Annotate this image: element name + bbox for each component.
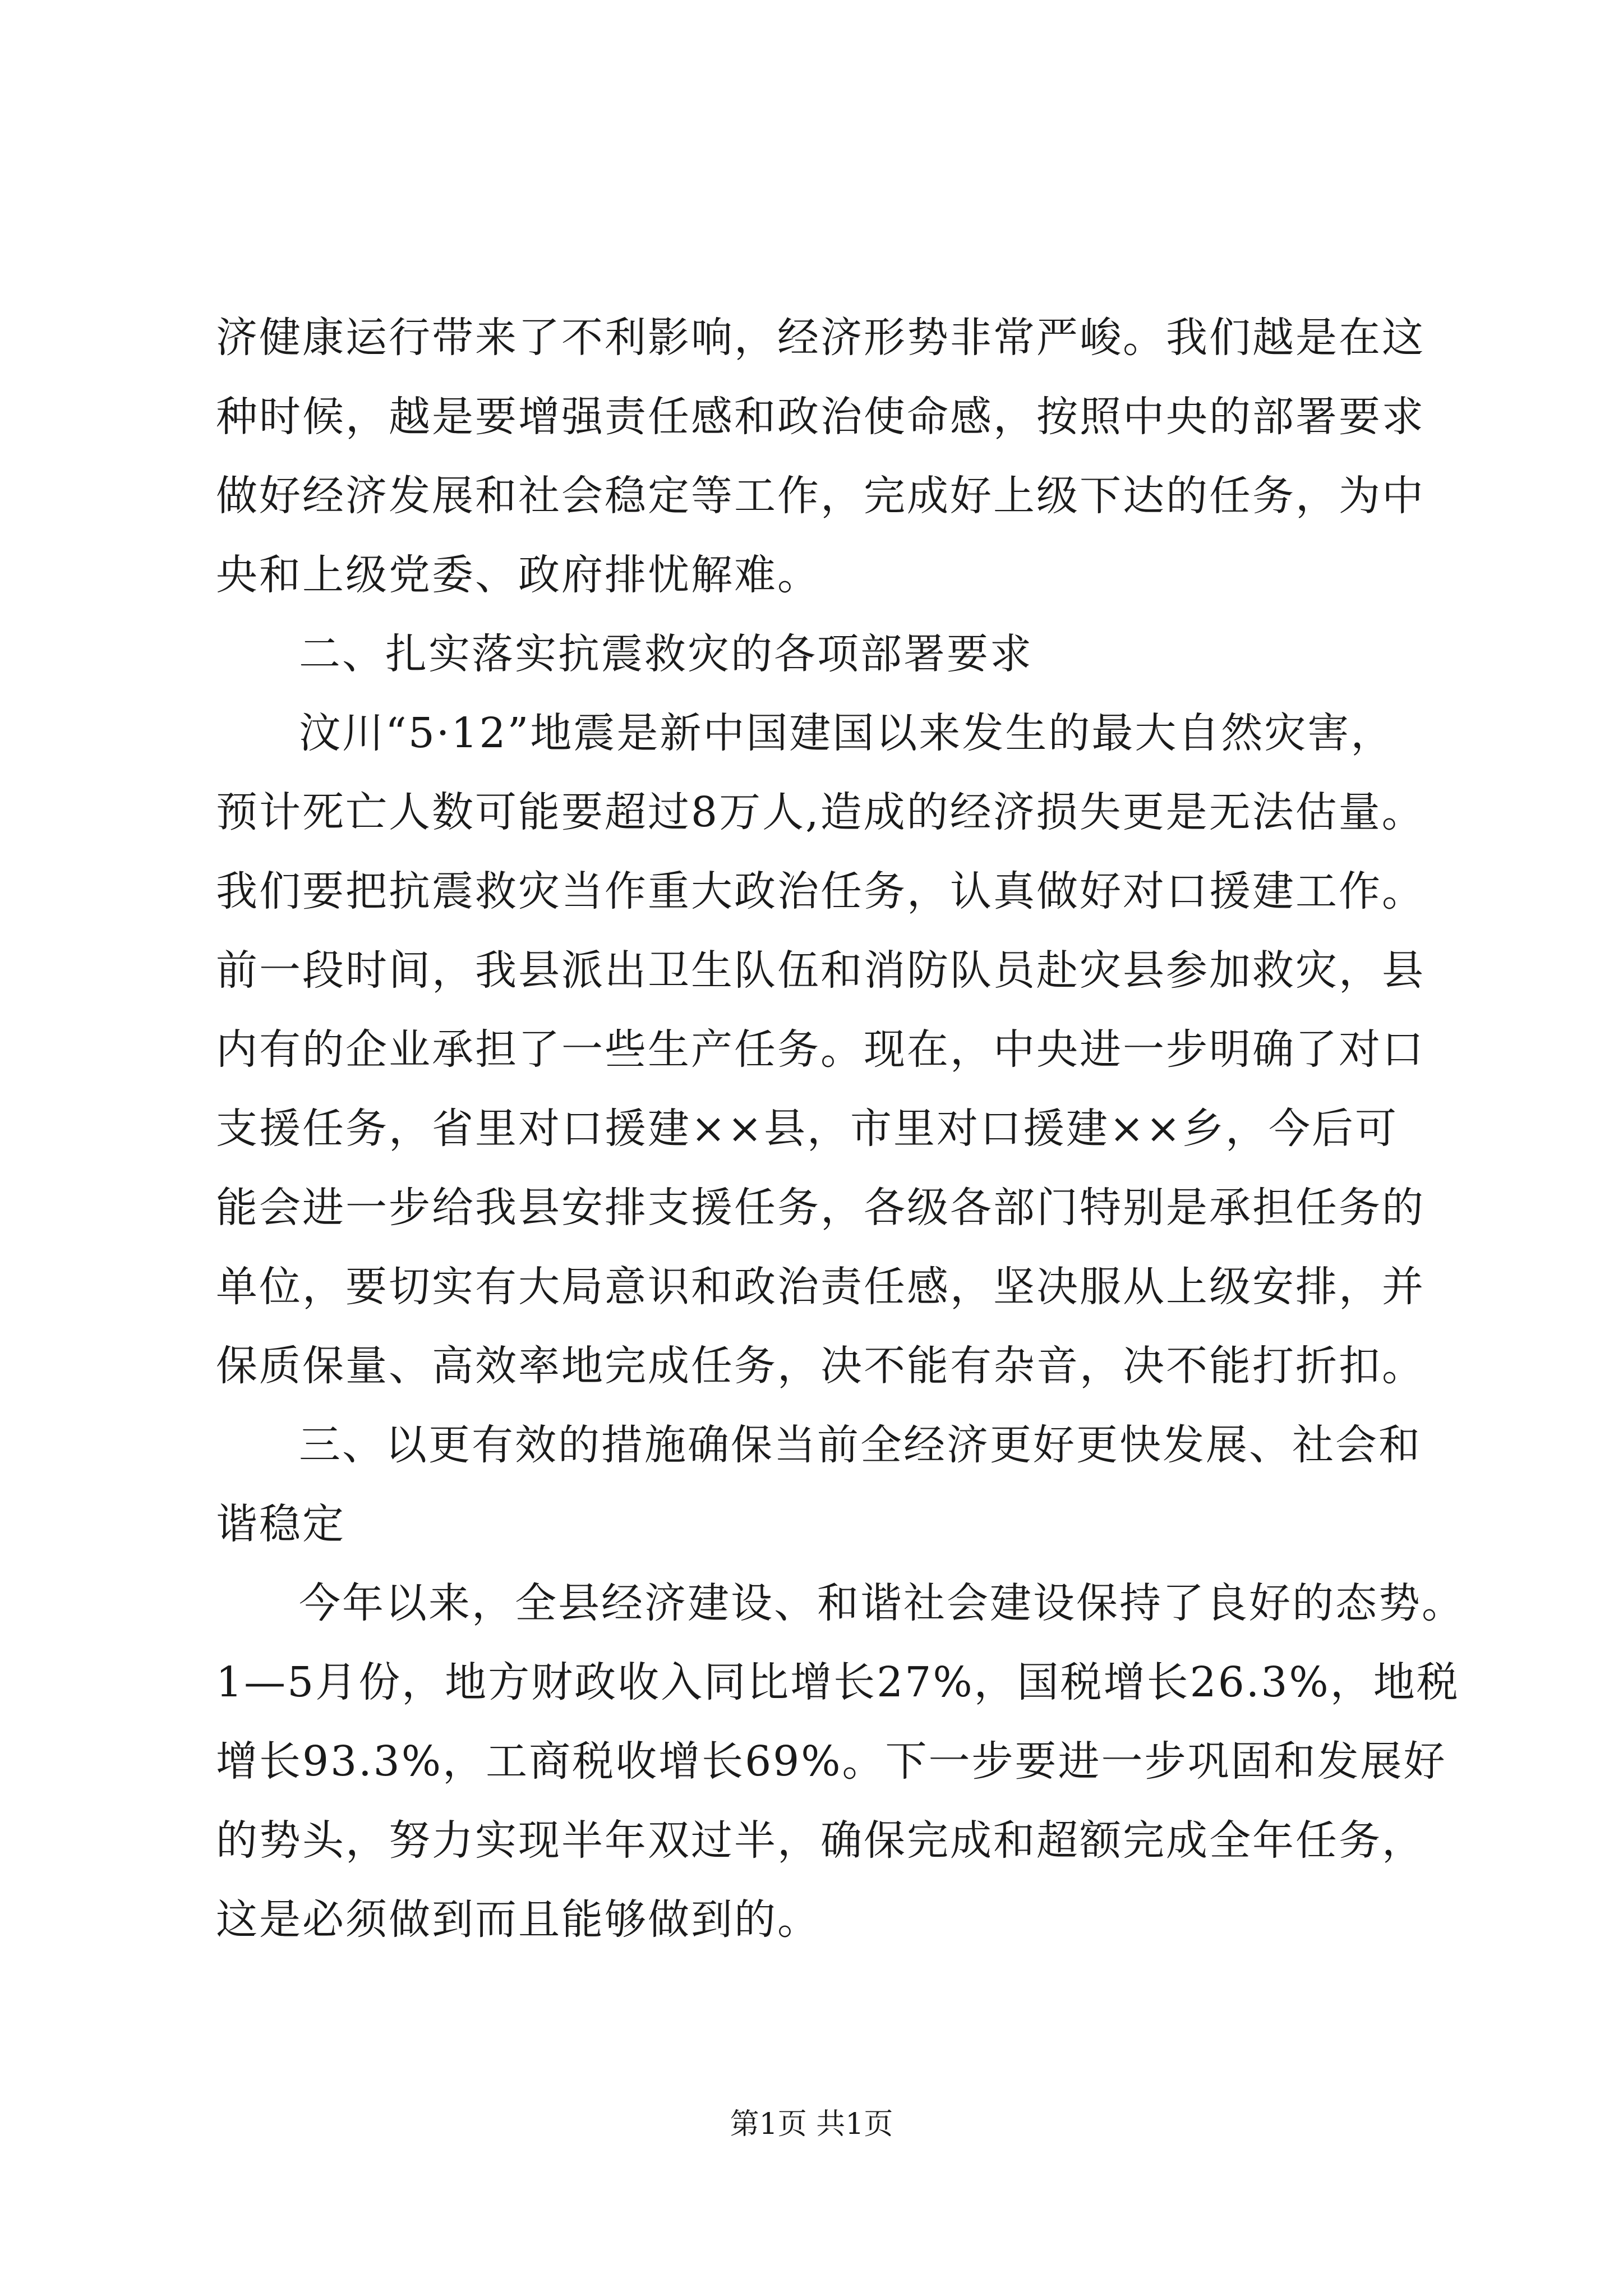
paragraph-line: 央和上级党委、政府排忧解难。 bbox=[216, 551, 820, 599]
section-heading: 三、以更有效的措施确保当前全经济更好更快发展、社会和 bbox=[299, 1421, 1422, 1469]
paragraph-line: 增长93.3%，工商税收增长69%。下一步要进一步巩固和发展好 bbox=[216, 1737, 1447, 1786]
paragraph-line: 单位，要切实有大局意识和政治责任感，坚决服从上级安排，并 bbox=[216, 1263, 1425, 1311]
paragraph-line: 预计死亡人数可能要超过8万人,造成的经济损失更是无法估量。 bbox=[216, 788, 1425, 836]
page-number-footer: 第1页 共1页 bbox=[730, 2108, 893, 2141]
section-heading: 二、扎实落实抗震救灾的各项部署要求 bbox=[299, 630, 1033, 678]
paragraph-line: 前一段时间，我县派出卫生队伍和消防队员赴灾县参加救灾，县 bbox=[216, 946, 1425, 995]
paragraph-line: 能会进一步给我县安排支援任务，各级各部门特别是承担任务的 bbox=[216, 1184, 1425, 1232]
paragraph-line: 济健康运行带来了不利影响，经济形势非常严峻。我们越是在这 bbox=[216, 314, 1425, 362]
paragraph-line: 的势头，努力实现半年双过半，确保完成和超额完成全年任务， bbox=[216, 1816, 1425, 1865]
paragraph-line: 保质保量、高效率地完成任务，决不能有杂音，决不能打折扣。 bbox=[216, 1342, 1425, 1390]
paragraph-line: 种时候，越是要增强责任感和政治使命感，按照中央的部署要求 bbox=[216, 393, 1425, 441]
paragraph-line: 汶川“5·12”地震是新中国建国以来发生的最大自然灾害， bbox=[299, 709, 1394, 757]
paragraph-line: 我们要把抗震救灾当作重大政治任务，认真做好对口援建工作。 bbox=[216, 867, 1425, 915]
section-heading-continued: 谐稳定 bbox=[216, 1500, 345, 1548]
paragraph-line: 今年以来，全县经济建设、和谐社会建设保持了良好的态势。 bbox=[299, 1579, 1465, 1627]
paragraph-line: 这是必须做到而且能够做到的。 bbox=[216, 1895, 820, 1944]
paragraph-line: 支援任务，省里对口援建××县，市里对口援建××乡，今后可 bbox=[216, 1105, 1399, 1153]
paragraph-line: 内有的企业承担了一些生产任务。现在，中央进一步明确了对口 bbox=[216, 1025, 1425, 1074]
document-body bbox=[216, 298, 1465, 1959]
paragraph-line: 1—5月份，地方财政收入同比增长27%，国税增长26.3%，地税 bbox=[216, 1658, 1460, 1706]
paragraph-line: 做好经济发展和社会稳定等工作，完成好上级下达的任务，为中 bbox=[216, 472, 1425, 520]
